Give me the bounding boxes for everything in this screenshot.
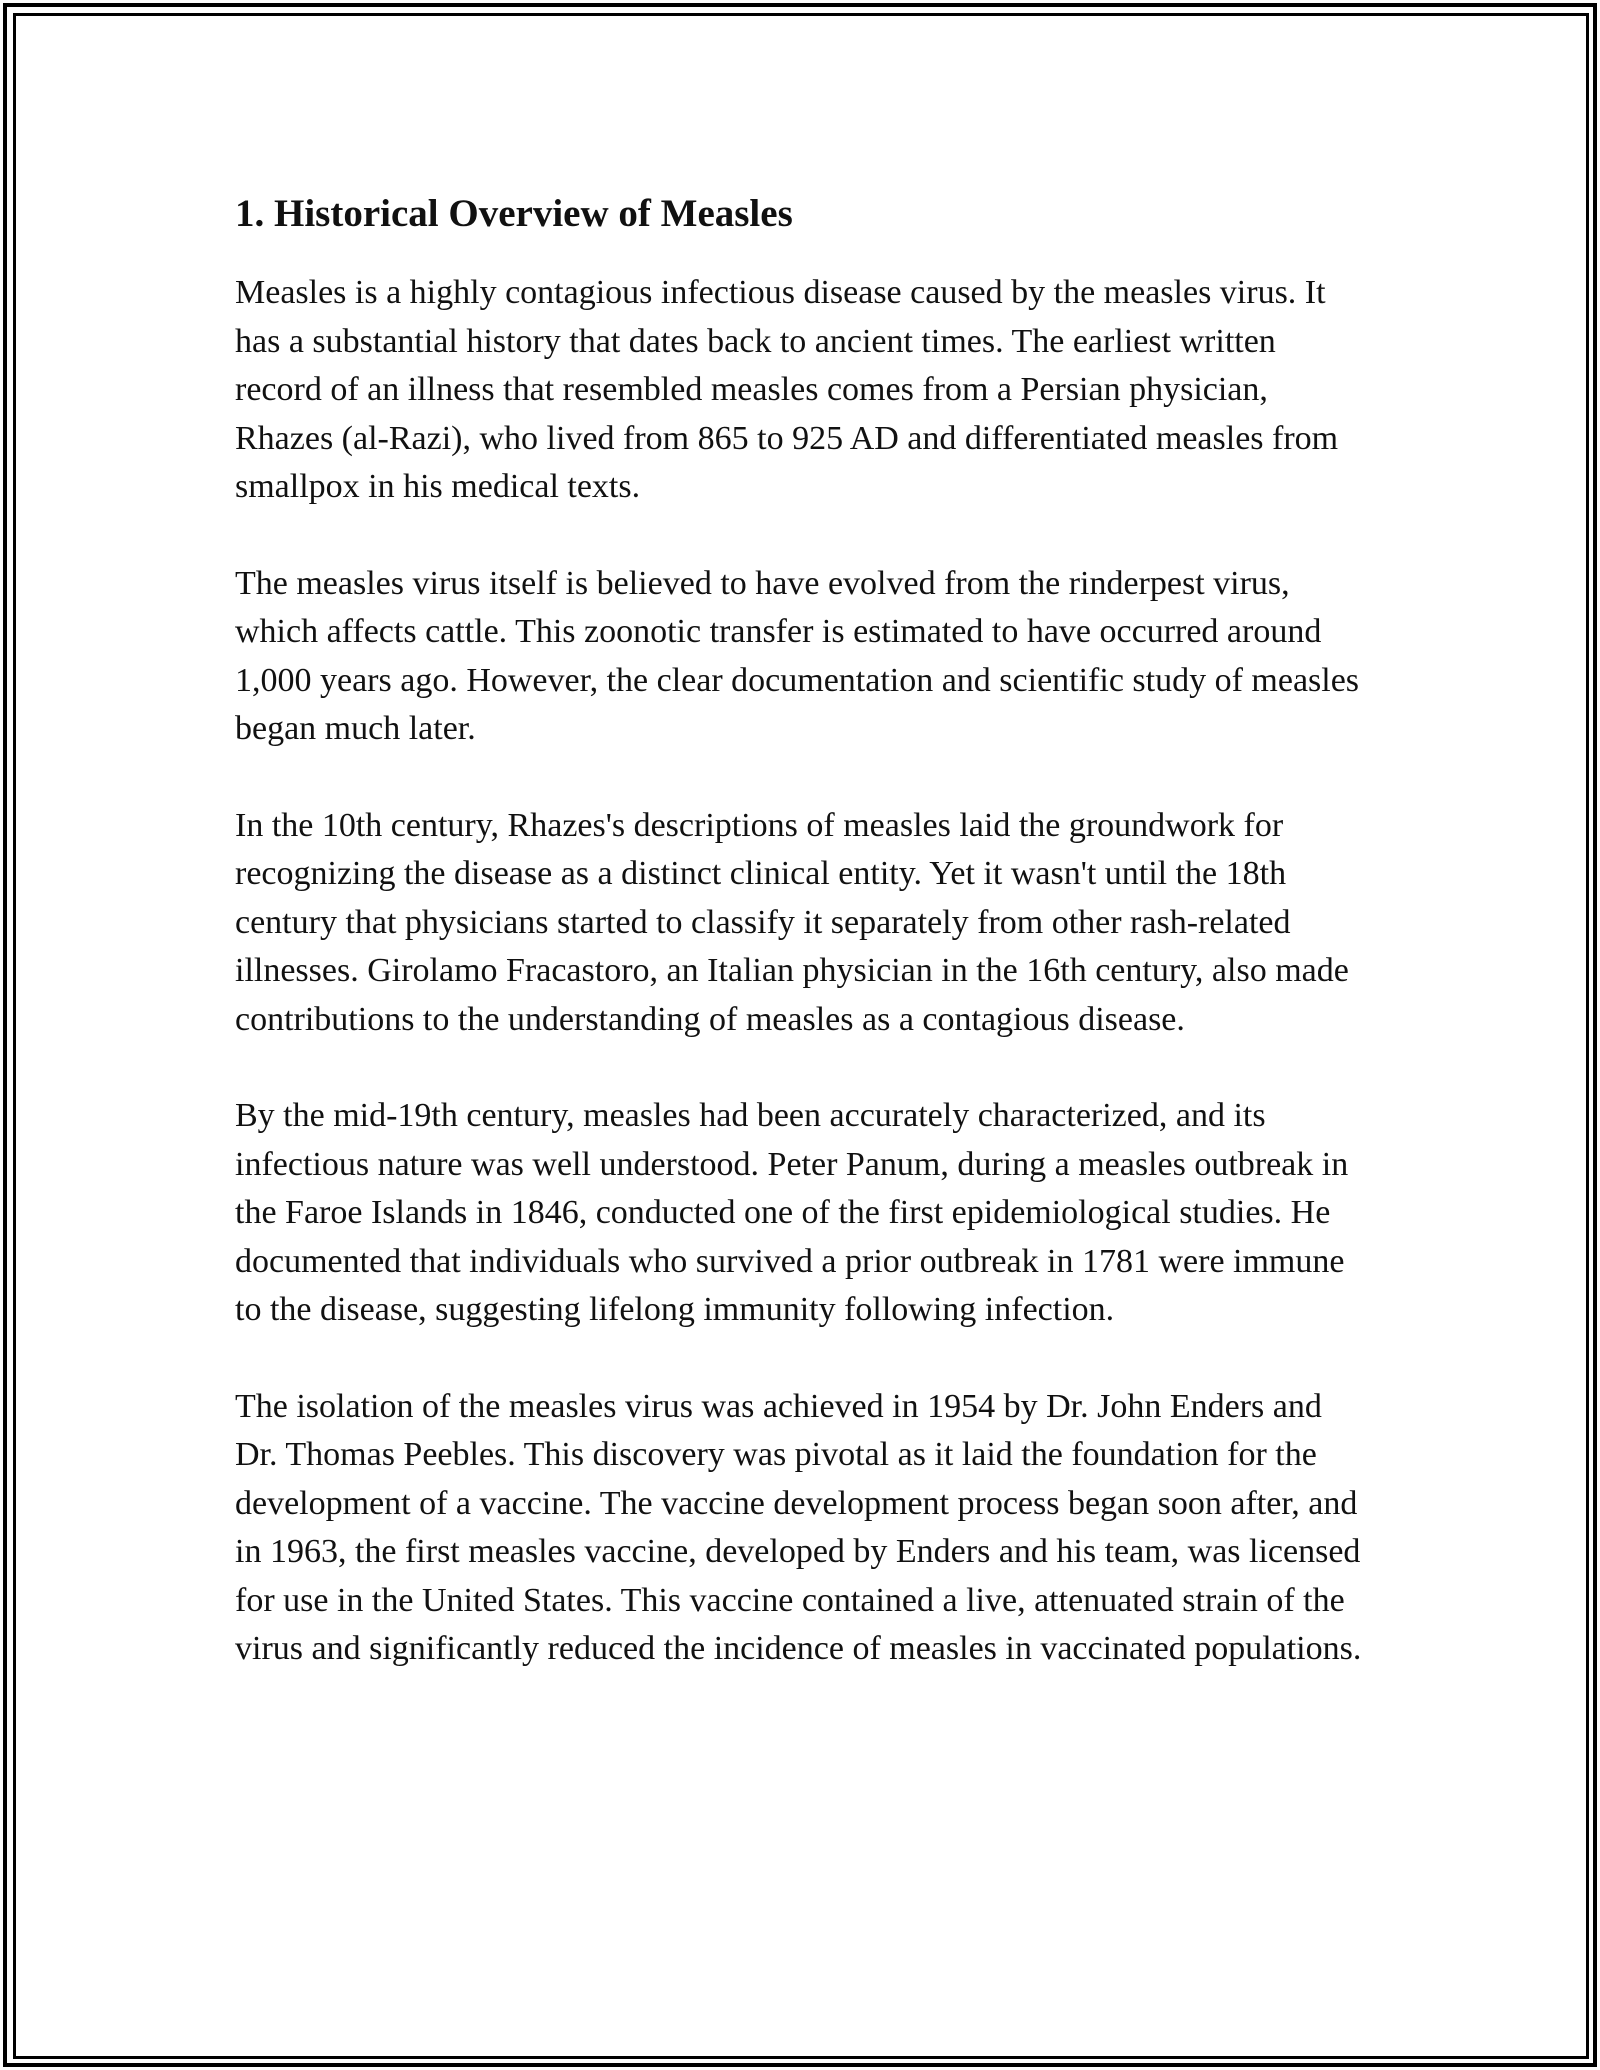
paragraph-virus-evolution: The measles virus itself is believed to have evolved from the rinderpest virus, which affects cattle. This zoonotic transfer is estimated to have occurred around 1,000 years ago. However, the clear documentation and scientific study of measles began much later. bbox=[235, 564, 1360, 747]
paragraph-panum-study: By the mid-19th century, measles had been accurately characterized, and its infectious nature was well understood. Peter Panum, during a measles outbreak in the Faroe Islands in 1846, conducted one of the first epidemiological studies. He documented that individuals who survived a prior outbreak in 1781 were immune to the disease, suggesting lifelong immunity following infection. bbox=[235, 1097, 1349, 1328]
paragraph-classification: In the 10th century, Rhazes's descriptions of measles laid the groundwork for recognizing the disease as a distinct clinical entity. Yet it wasn't until the 18th century that physicians started to classify it separately from other rash-related illnesses. Girolamo Fracastoro, an Italian physician in the 16th century, also made contributions to the understanding of measles as a contagious disease. bbox=[235, 806, 1349, 1038]
section-title: 1. Historical Overview of Measles bbox=[235, 192, 793, 235]
paragraph-origins: Measles is a highly contagious infectious disease caused by the measles virus. It has a substantial history that dates back to ancient times. The earliest written record of an illness that resembled measles comes from a Persian physician, Rhazes (al-Razi), who lived from 865 to 925 AD and differentiated measles from smallpox in his medical texts. bbox=[235, 274, 1339, 505]
paragraph-vaccine: The isolation of the measles virus was achieved in 1954 by Dr. John Enders and Dr. Thomas Peebles. This discovery was pivotal as it laid the foundation for the development of a vaccine. The vaccine development process began soon after, and in 1963, the first measles vaccine, developed by Enders and his team, was licensed for use in the United States. This vaccine contained a live, attenuated strain of the virus and significantly reduced the incidence of measles in vaccinated populations. bbox=[235, 1387, 1362, 1667]
document-body bbox=[235, 185, 1365, 1722]
